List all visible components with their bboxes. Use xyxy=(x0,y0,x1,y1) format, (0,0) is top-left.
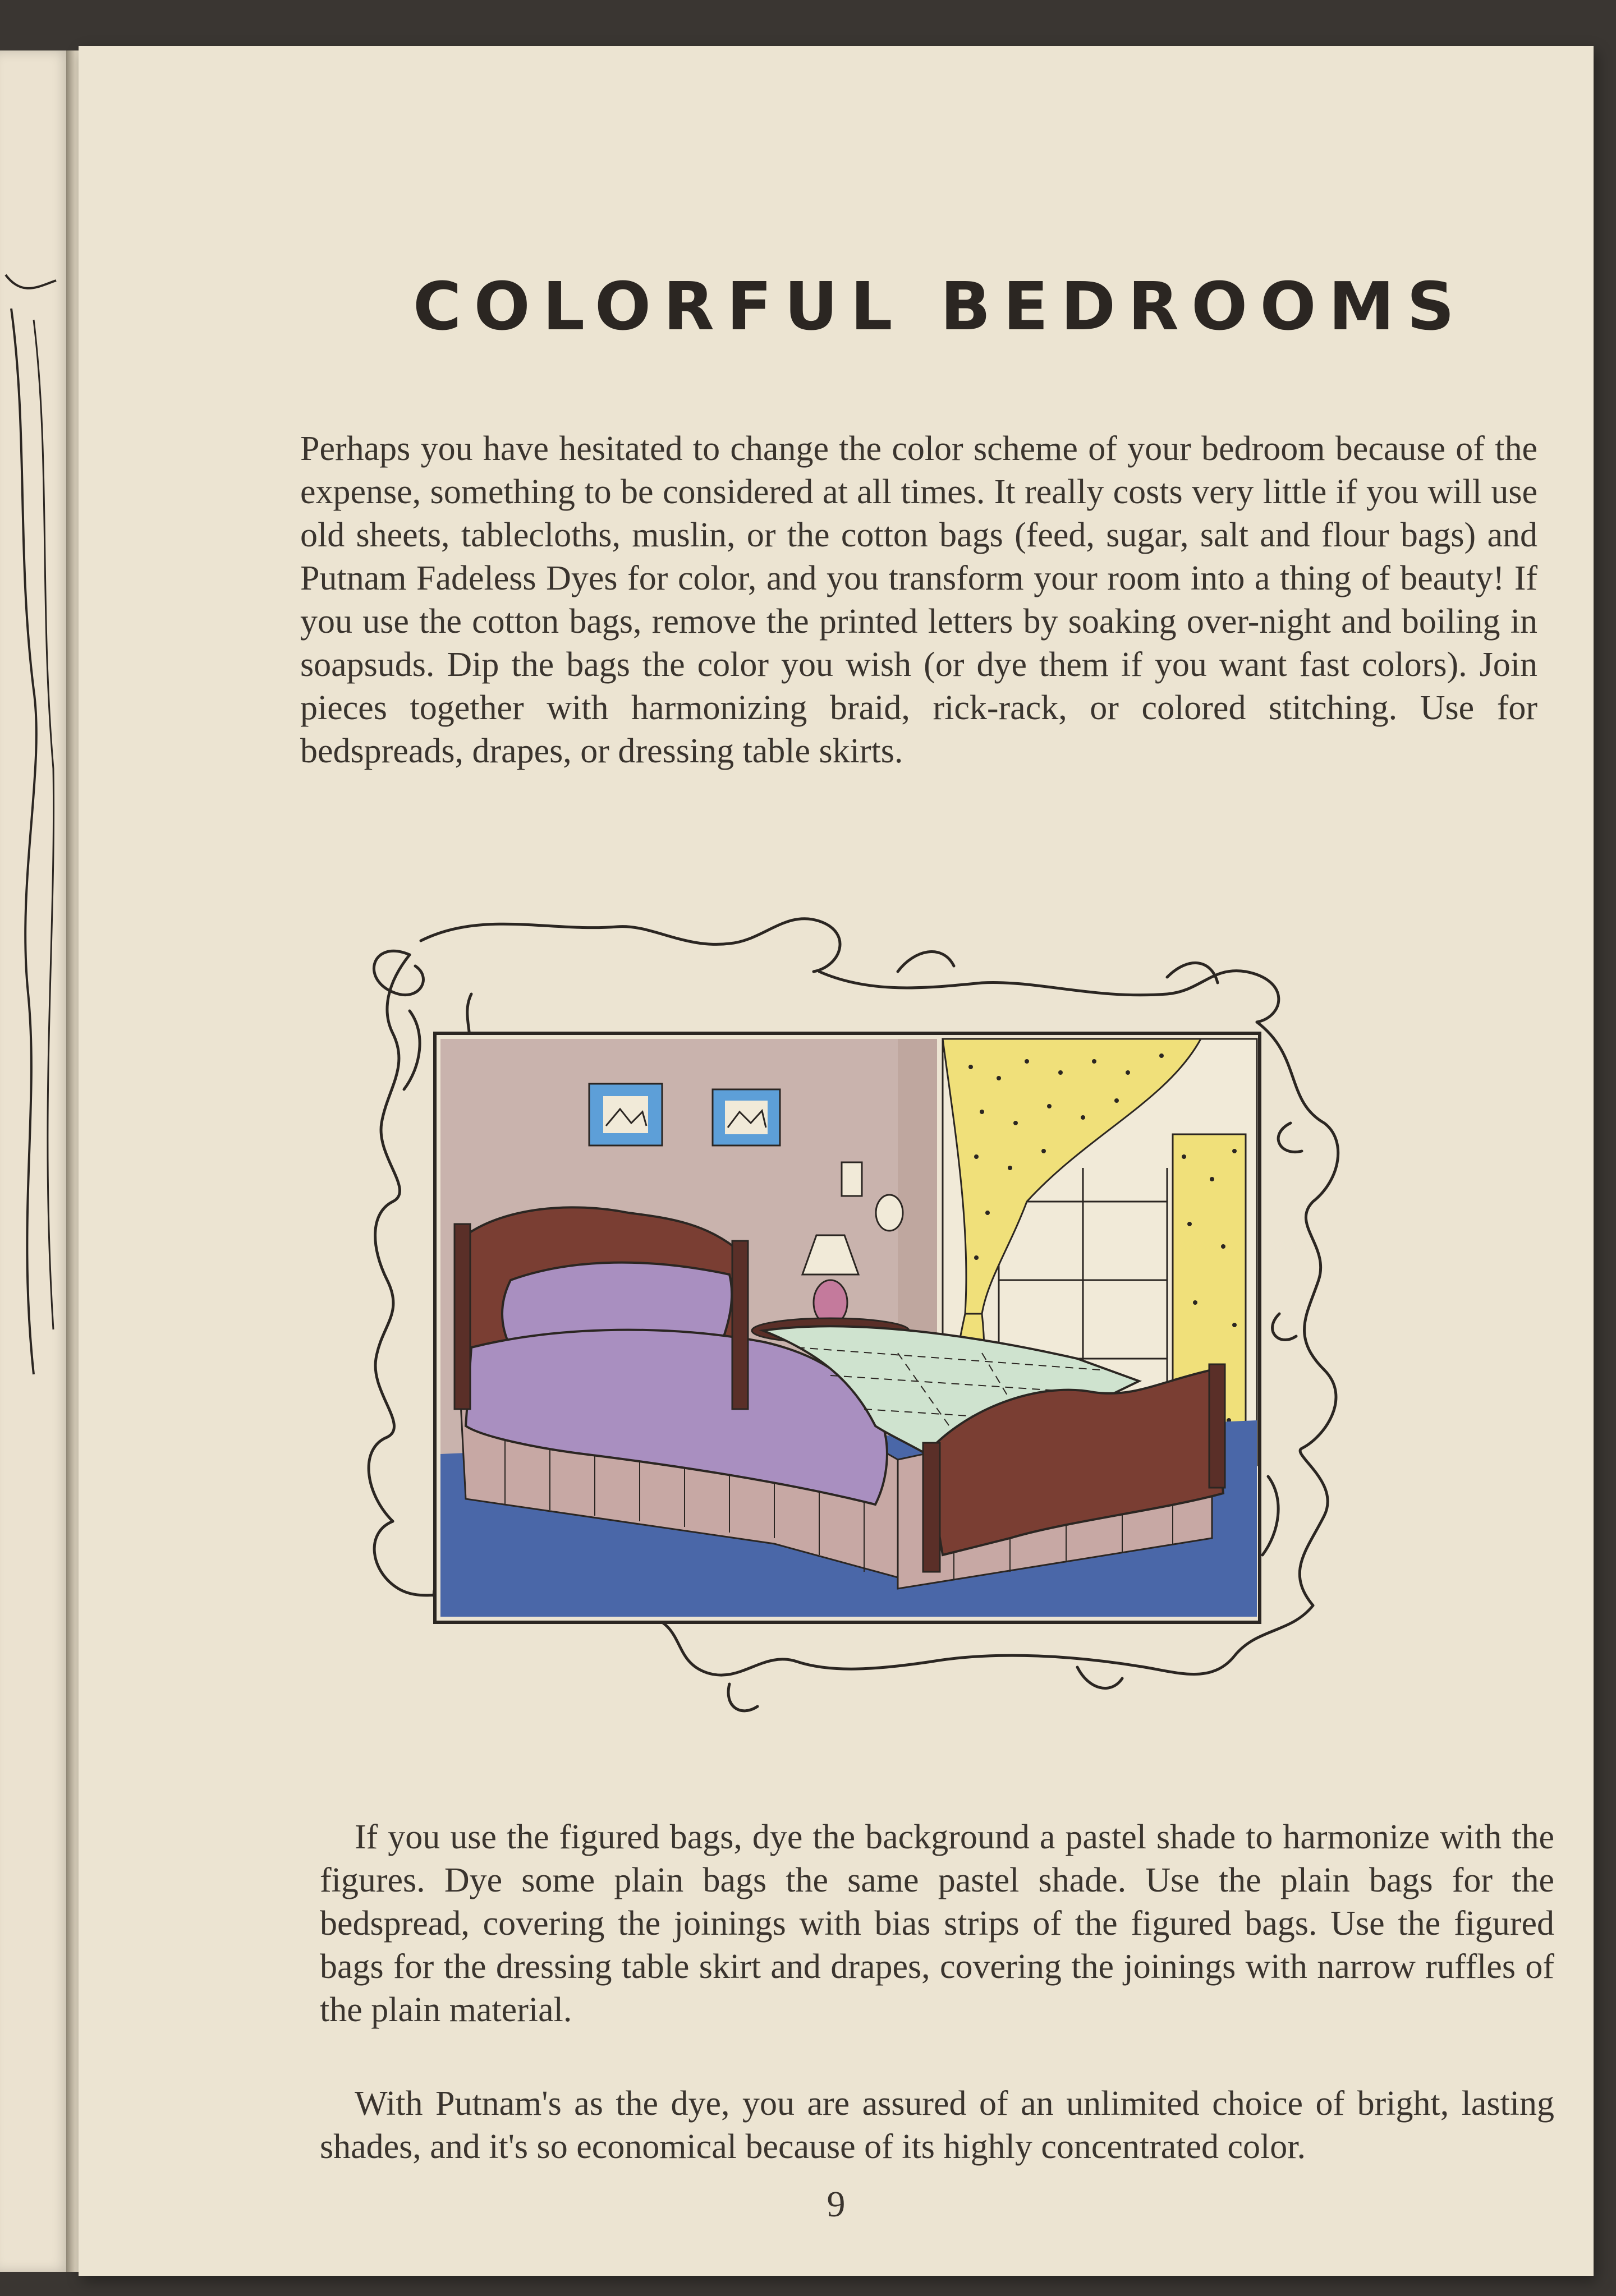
page-number: 9 xyxy=(827,2184,846,2225)
figured-bags-paragraph: If you use the figured bags, dye the background a pastel shade to harmonize with the figures. Dye some plain bags the same pastel shade. Use the plain bags for the bedspread, covering the joinings with bias strips of the figured bags. Use the figured bags for the dressing table skirt and drapes, covering the joinings with narrow ruffles of the plain material. xyxy=(320,1818,1554,2029)
book-page xyxy=(79,46,1594,2276)
page-title: COLORFUL BEDROOMS xyxy=(412,268,1467,345)
curtain-sketch-icon xyxy=(0,264,62,1386)
bedroom-illustration-icon xyxy=(337,887,1526,1763)
putnam-paragraph: With Putnam's as the dye, you are assured of an unlimited choice of bright, lasting shades, and it's so economical because of its highly concentrated color. xyxy=(320,2085,1554,2166)
intro-paragraph: Perhaps you have hesitated to change the color scheme of your bedroom because of the expense, something to be considered at all times. It really costs very little if you will use old sheets, tablecloths, muslin, or the cotton bags (feed, sugar, salt and flour bags) and Putnam Fadeless Dyes for color, and you transform your room into a thing of beauty! If you use the cotton bags, remove the printed letters by soaking over-night and boiling in soapsuds. Dip the bags the color you wish (or dye them if you want fast colors). Join pieces together with harmonizing braid, rick-rack, or colored stitching. Use for bedspreads, drapes, or dressing table skirts. xyxy=(300,430,1537,770)
